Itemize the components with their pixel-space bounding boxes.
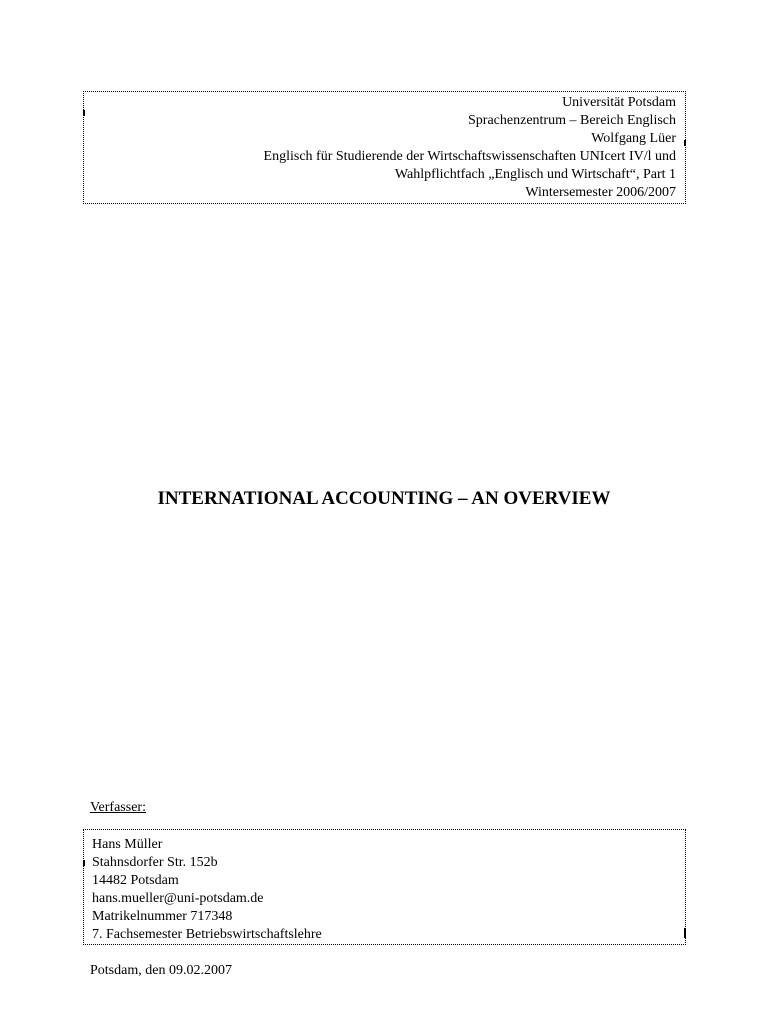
lecturer-name: Wolfgang Lüer	[591, 131, 676, 146]
university-name: Universität Potsdam	[562, 95, 676, 110]
author-label: Verfasser:	[90, 800, 146, 815]
elective-course-name: Wahlpflichtfach „Englisch und Wirtschaft“, Part 1	[394, 167, 676, 182]
author-study-program: 7. Fachsemester Betriebswirtschaftslehre	[92, 927, 322, 942]
place-date-line: Potsdam, den 09.02.2007	[90, 963, 232, 978]
author-city: 14482 Potsdam	[92, 873, 179, 888]
header-info-box	[83, 91, 686, 204]
course-name: Englisch für Studierende der Wirtschaftswissenschaften UNIcert IV/l und	[263, 149, 676, 164]
document-title: INTERNATIONAL ACCOUNTING – AN OVERVIEW	[157, 488, 611, 509]
author-student-id: Matrikelnummer 717348	[92, 909, 233, 924]
author-name: Hans Müller	[92, 837, 163, 852]
author-email: hans.mueller@uni-potsdam.de	[92, 891, 264, 906]
author-street: Stahnsdorfer Str. 152b	[92, 855, 218, 870]
semester: Wintersemester 2006/2007	[525, 185, 676, 200]
author-info-box	[83, 829, 686, 945]
department-name: Sprachenzentrum – Bereich Englisch	[468, 113, 676, 128]
